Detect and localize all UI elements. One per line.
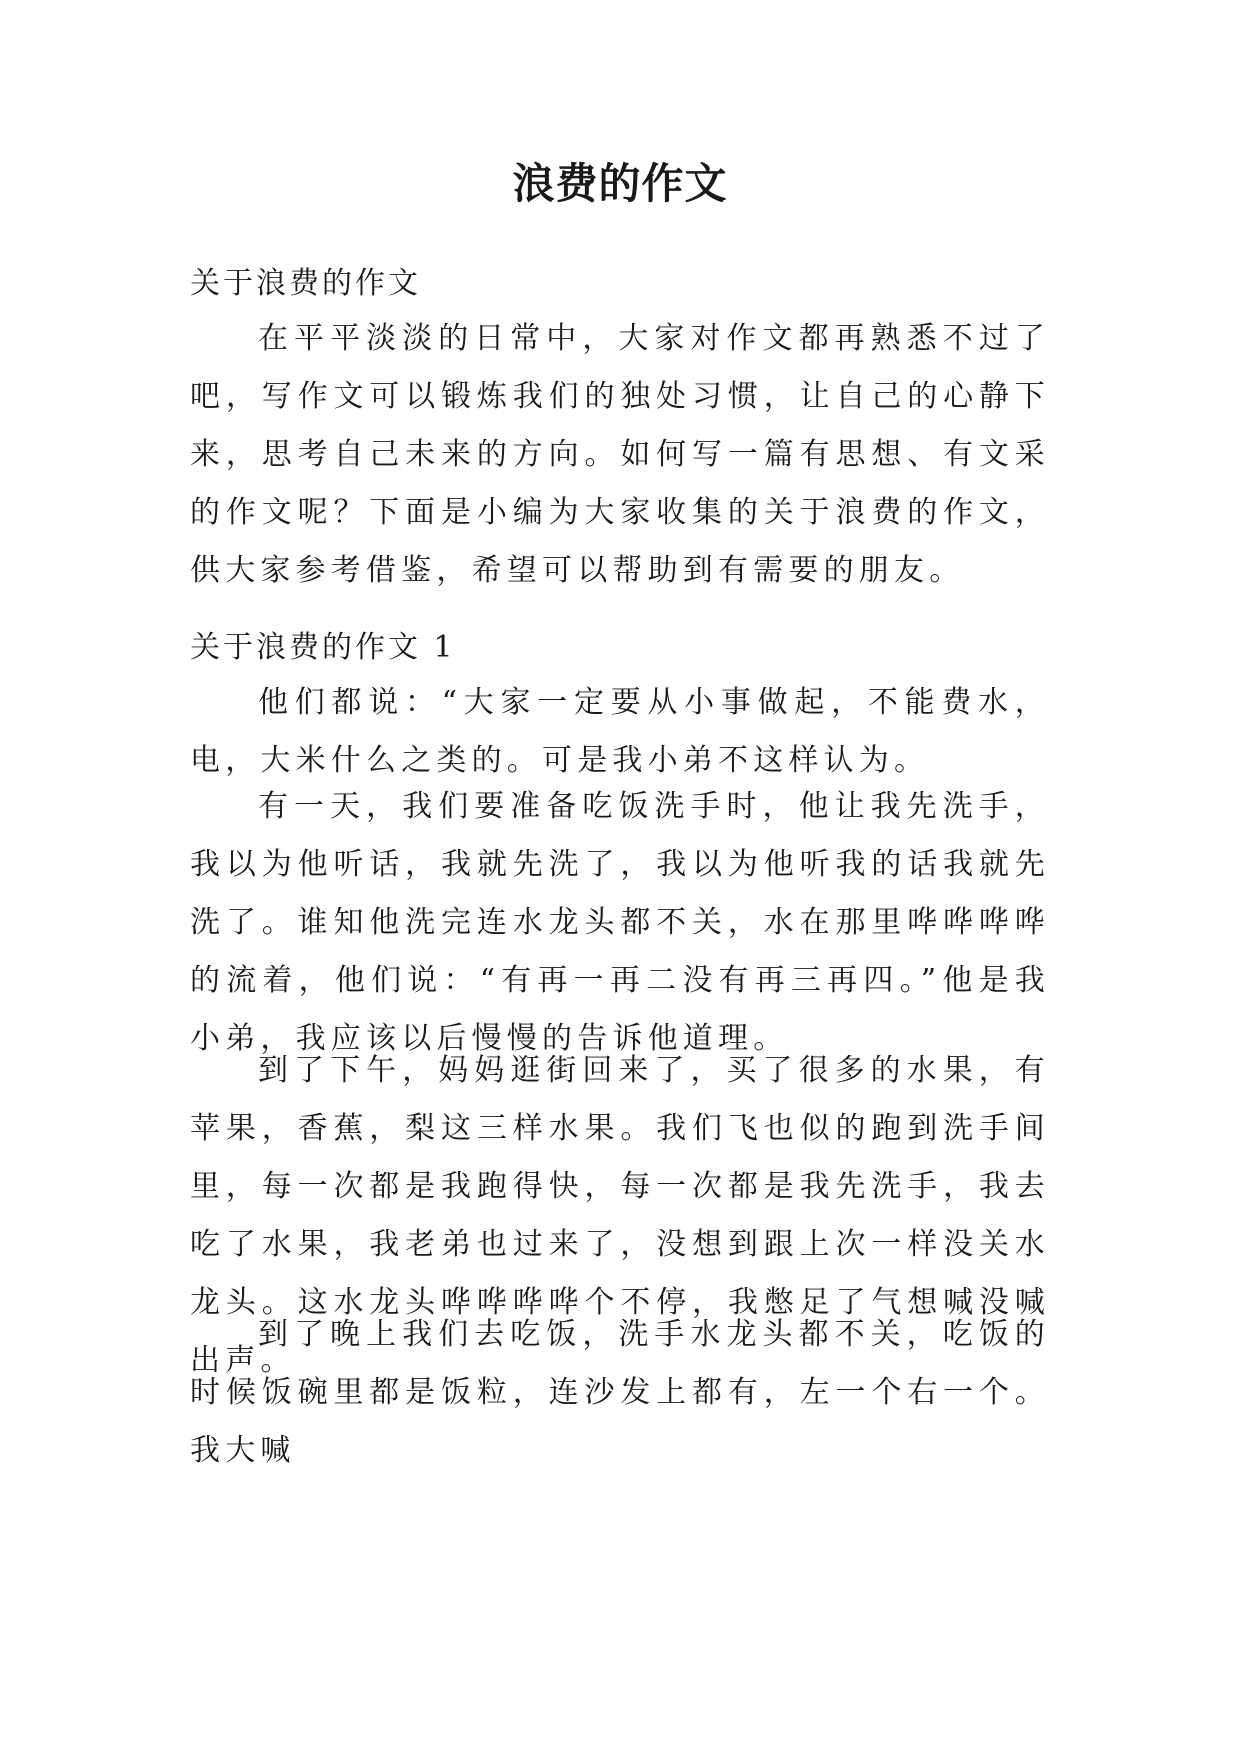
essay-paragraph-4: 到了晚上我们去吃饭，洗手水龙头都不关，吃饭的时候饭碗里都是饭粒，连沙发上都有，左一个右一个。我大喊 (190, 1317, 1050, 1468)
intro-paragraph: 在平平淡淡的日常中，大家对作文都再熟悉不过了吧，写作文可以锻炼我们的独处习惯，让自己的心静下来，思考自己未来的方向。如何写一篇有思想、有文采的作文呢？下面是小编为大家收集的关于浪费的作文，供大家参考借鉴，希望可以帮助到有需要的朋友。 (190, 321, 1050, 588)
essay-heading: 关于浪费的作文 1 (190, 630, 456, 665)
essay-paragraph-3: 到了下午，妈妈逛街回来了，买了很多的水果，有苹果，香蕉，梨这三样水果。我们飞也似的跑到洗手间里，每一次都是我跑得快，每一次都是我先洗手，我去吃了水果，我老弟也过来了，没想到跟上次一样没关水龙头。这水龙头哗哗哗哗个不停，我憋足了气想喊没喊出声。 (190, 1053, 1050, 1378)
essay-paragraph-2: 有一天，我们要准备吃饭洗手时，他让我先洗手，我以为他听话，我就先洗了，我以为他听我的话我就先洗了。谁知他洗完连水龙头都不关，水在那里哗哗哗哗的流着，他们说：“有再一再二没有再三再四。”他是我小弟，我应该以后慢慢的告诉他道理。 (190, 789, 1050, 1056)
document-title: 浪费的作文 (512, 159, 728, 208)
essay-paragraph-1: 他们都说：“大家一定要从小事做起，不能费水，电，大米什么之类的。可是我小弟不这样认为。 (190, 685, 1050, 778)
intro-heading: 关于浪费的作文 (190, 266, 421, 301)
